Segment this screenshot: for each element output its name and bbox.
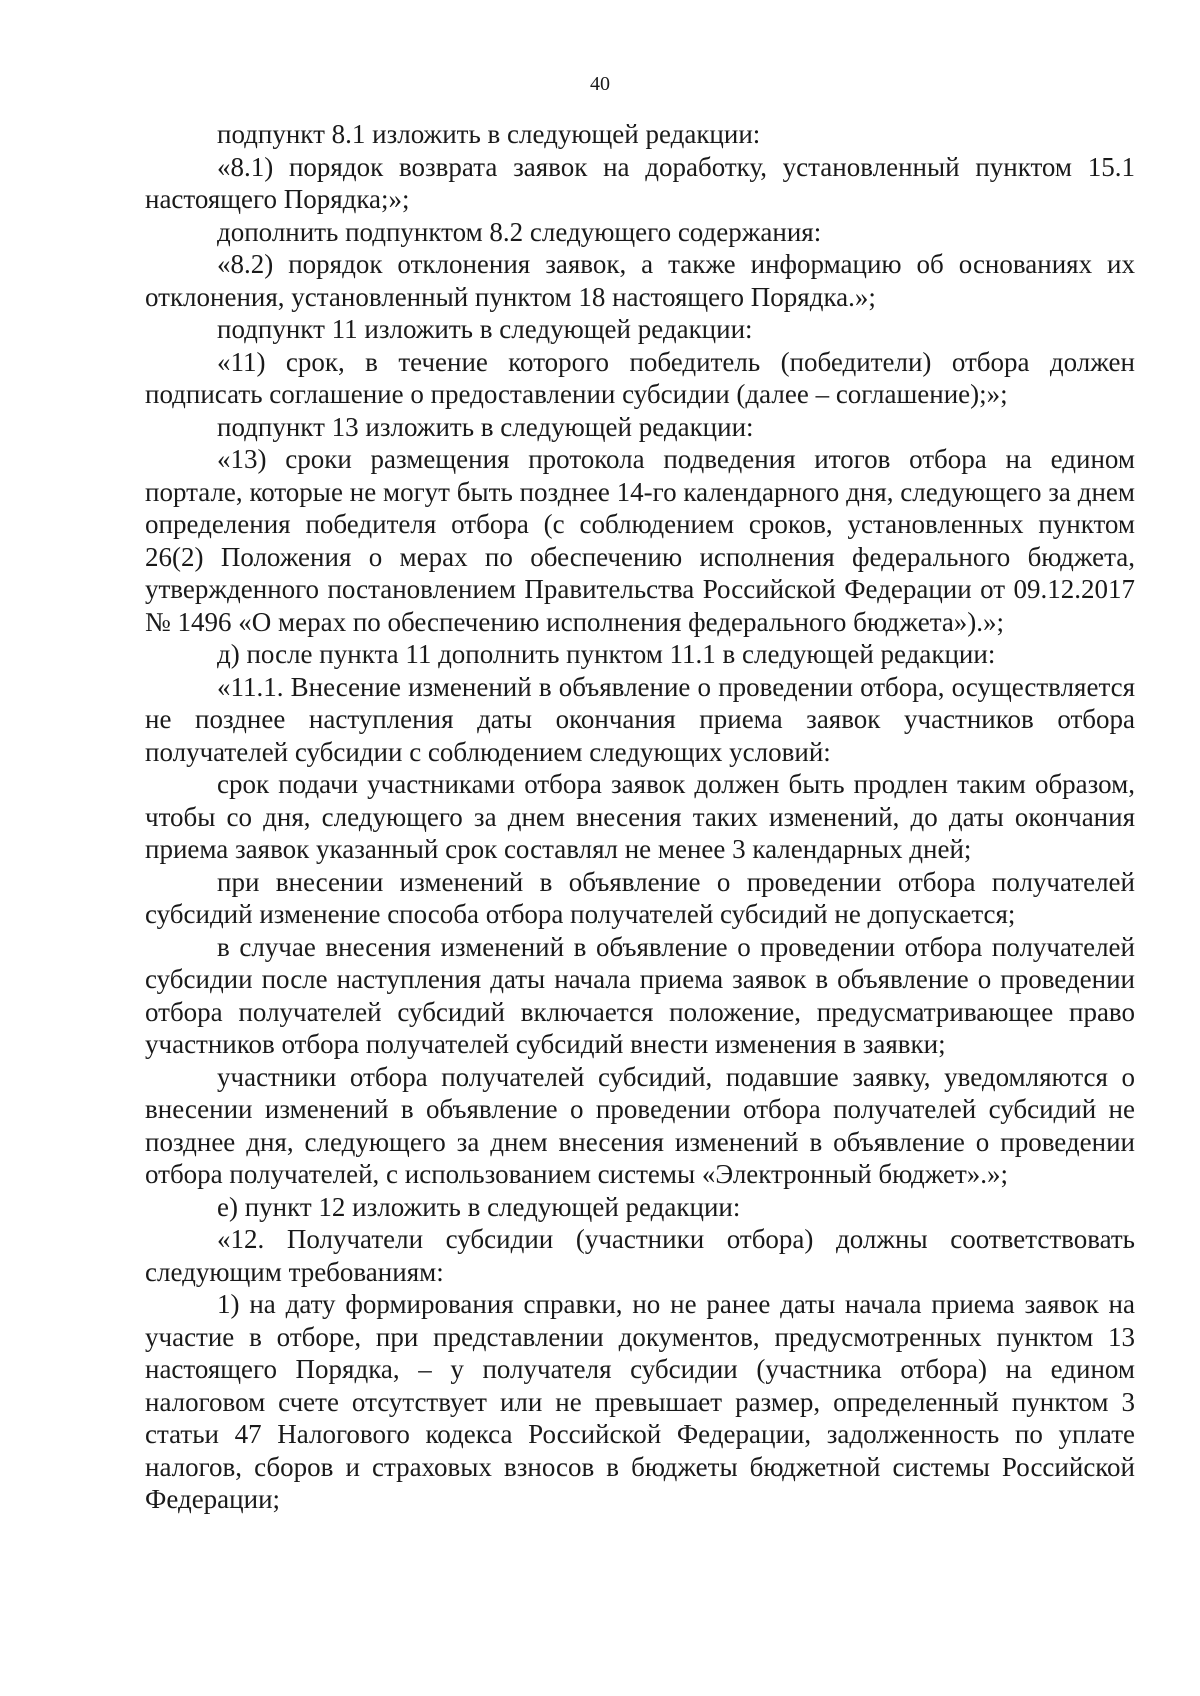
paragraph: «12. Получатели субсидии (участники отбора) должны соответствовать следующим требованиям: — [145, 1224, 1135, 1287]
paragraph: при внесении изменений в объявление о проведении отбора получателей субсидий изменение способа отбора получателей субсидий не допускается; — [145, 866, 1135, 929]
document-body — [145, 118, 1135, 1516]
paragraph: «13) сроки размещения протокола подведения итогов отбора на едином портале, которые не могут быть позднее 14-го календарного дня, следующего за днем определения победителя отбора (с соблюдением сроков, установленных пунктом 26(2) Положения о мерах по обеспечению исполнения федерального бюджета, утвержденного постановлением Правительства Российской Федерации от 09.12.2017 № 1496 «О мерах по обеспечению исполнения федерального бюджета»).»; — [145, 444, 1135, 637]
paragraph: подпункт 11 изложить в следующей редакции: — [217, 314, 753, 344]
paragraph: в случае внесения изменений в объявление о проведении отбора получателей субсидии после наступления даты начала приема заявок в объявление о проведении отбора получателей субсидий включается положение, предусматривающее право участников отбора получателей субсидий внести изменения в заявки; — [145, 931, 1135, 1059]
paragraph: срок подачи участниками отбора заявок должен быть продлен таким образом, чтобы со дня, следующего за днем внесения таких изменений, до даты окончания приема заявок указанный срок составлял не менее 3 календарных дней; — [145, 769, 1135, 864]
paragraph: «11.1. Внесение изменений в объявление о проведении отбора, осуществляется не позднее наступления даты окончания приема заявок участников отбора получателей субсидии с соблюдением следующих условий: — [145, 671, 1135, 767]
paragraph: «8.2) порядок отклонения заявок, а также информацию об основаниях их отклонения, установленный пунктом 18 настоящего Порядка.»; — [145, 249, 1135, 312]
page-number: 40 — [590, 73, 610, 95]
paragraph: подпункт 8.1 изложить в следующей редакции: — [217, 119, 761, 149]
paragraph: е) пункт 12 изложить в следующей редакции: — [217, 1191, 741, 1222]
paragraph: 1) на дату формирования справки, но не ранее даты начала приема заявок на участие в отборе, при представлении документов, предусмотренных пунктом 13 настоящего Порядка, – у получателя субсидии (участника отбора) на едином налоговом счете отсутствует или не превышает размер, определенный пунктом 3 статьи 47 Налогового кодекса Российской Федерации, задолженность по уплате налогов, сборов и страховых взносов в бюджеты бюджетной системы Российской Федерации; — [145, 1289, 1135, 1514]
paragraph: участники отбора получателей субсидий, подавшие заявку, уведомляются о внесении изменений в объявление о проведении отбора получателей субсидий не позднее дня, следующего за днем внесения изменений в объявление о проведении отбора получателей, с использованием системы «Электронный бюджет».»; — [145, 1061, 1135, 1189]
paragraph: д) после пункта 11 дополнить пунктом 11.1 в следующей редакции: — [217, 639, 996, 669]
paragraph: «8.1) порядок возврата заявок на доработку, установленный пунктом 15.1 настоящего Порядка;»; — [145, 151, 1135, 214]
paragraph: дополнить подпунктом 8.2 следующего содержания: — [217, 216, 822, 247]
paragraph: подпункт 13 изложить в следующей редакции: — [217, 411, 754, 442]
paragraph: «11) срок, в течение которого победитель (победители) отбора должен подписать соглашение о предоставлении субсидии (далее – соглашение);»; — [145, 346, 1135, 409]
